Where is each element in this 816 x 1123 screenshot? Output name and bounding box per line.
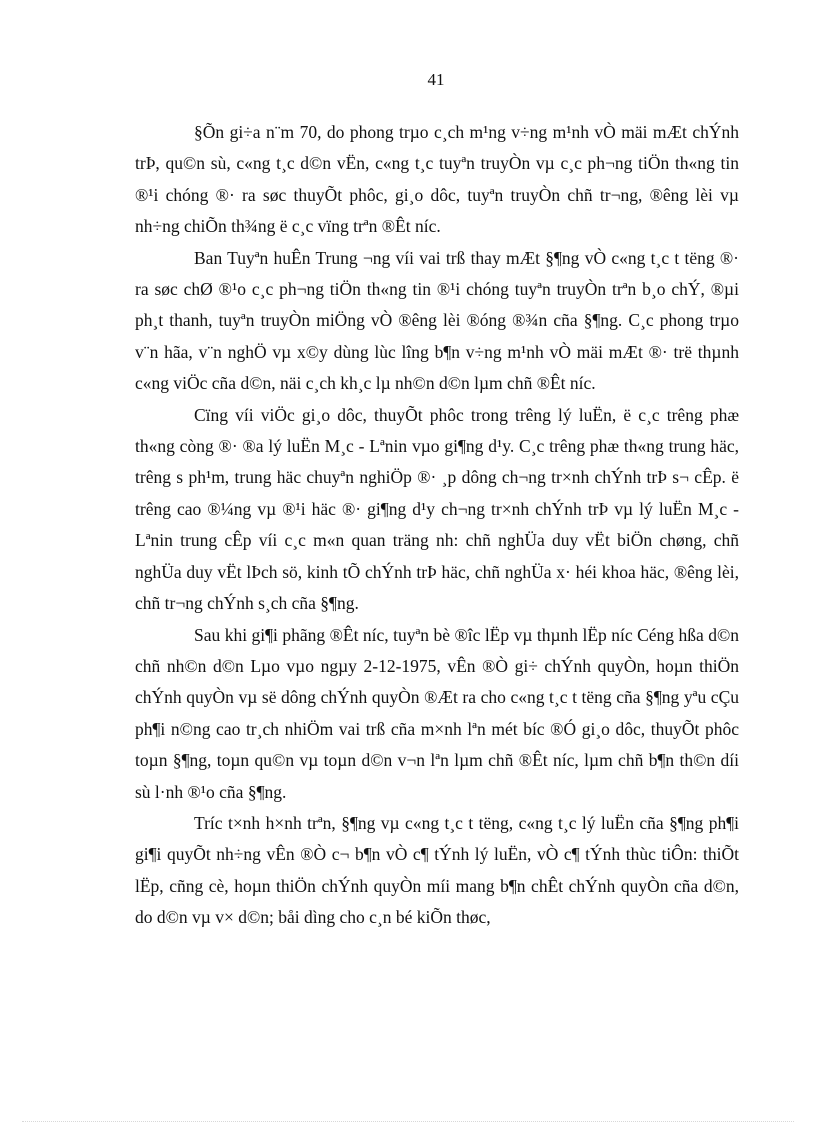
body-text <box>135 117 739 934</box>
paragraph-1: §Õn gi÷a n¨m 70, do phong trµo c¸ch m¹ng v÷ng m¹nh vÒ mäi mÆt chÝnh trÞ, qu©n sù, c«ng t¸c d©n vËn, c«ng t¸c tuyªn truyÒn vµ c¸c ph¬ng tiÖn th«ng tin ®¹i chóng ®· ra søc thuyÕt phôc, gi¸o dôc, tuyªn truyÒn chñ tr¬ng, ®êng lèi vµ nh÷ng chiÕn th¾ng ë c¸c vïng trªn ®Êt níc. <box>135 122 739 237</box>
paragraph-2: Ban Tuyªn huÊn Trung ¬ng víi vai trß thay mÆt §¶ng vÒ c«ng t¸c t tëng ®· ra søc chØ ®¹o c¸c ph¬ng tiÖn th«ng tin ®¹i chóng tuyªn truyÒn trªn b¸o chÝ, ®µi ph¸t thanh, tuyªn truyÒn miÖng vÒ ®êng lèi ®óng ®¾n cña §¶ng. C¸c phong trµo v¨n hãa, v¨n nghÖ vµ x©y dùng lùc lîng b¶n v÷ng m¹nh vÒ mäi mÆt ®· trë thµnh c«ng viÖc cña d©n, näi c¸ch kh¸c lµ nh©n d©n lµm chñ ®Êt níc. <box>135 247 739 394</box>
paragraph-3: Cïng víi viÖc gi¸o dôc, thuyÕt phôc trong trêng lý luËn, ë c¸c trêng phæ th«ng còng ®· ®a lý luËn M¸c - Lªnin vµo gi¶ng d¹y. C¸c trêng phæ th«ng trung häc, trêng s ph¹m, trung häc chuyªn nghiÖp ®· ¸p dông ch¬ng tr×nh chÝnh trÞ s¬ cÊp. ë trêng cao ®¼ng vµ ®¹i häc ®· gi¶ng d¹y ch¬ng tr×nh chÝnh trÞ vµ lý luËn M¸c - Lªnin trung cÊp víi c¸c m«n quan träng nh: chñ nghÜa duy vËt biÖn chøng, chñ nghÜa duy vËt lÞch sö, kinh tÕ chÝnh trÞ häc, chñ nghÜa x· héi khoa häc, ®êng lèi, chñ tr¬ng chÝnh s¸ch cña §¶ng. <box>135 404 739 614</box>
page-number: 41 <box>427 70 445 89</box>
page-bottom-divider <box>22 1121 794 1122</box>
paragraph-5: Tríc t×nh h×nh trªn, §¶ng vµ c«ng t¸c t tëng, c«ng t¸c lý luËn cña §¶ng ph¶i gi¶i quyÕt nh÷ng vÊn ®Ò c¬ b¶n vÒ c¶ tÝnh lý luËn, vÒ c¶ tÝnh thùc tiÔn: thiÕt lËp, cñng cè, hoµn thiÖn chÝnh quyÒn míi mang b¶n chÊt chÝnh quyÒn cña d©n, do d©n vµ v× d©n; båi dìng cho c¸n bé kiÕn thøc, <box>135 812 739 928</box>
paragraph-4: Sau khi gi¶i phãng ®Êt níc, tuyªn bè ®îc lËp vµ thµnh lËp níc Céng hßa d©n chñ nh©n d©n Lµo vµo ngµy 2-12-1975, vÊn ®Ò gi÷ chÝnh quyÒn, hoµn thiÖn chÝnh quyÒn vµ së dông chÝnh quyÒn ®Æt ra cho c«ng t¸c t tëng cña §¶ng yªu cÇu ph¶i n©ng cao tr¸ch nhiÖm vai trß cña m×nh lªn mét bíc ®Ó gi¸o dôc, thuyÕt phôc toµn §¶ng, toµn qu©n vµ toµn d©n v¬n lªn lµm chñ ®Êt níc, lµm chñ b¶n th©n díi sù l·nh ®¹o cña §¶ng. <box>135 624 739 802</box>
